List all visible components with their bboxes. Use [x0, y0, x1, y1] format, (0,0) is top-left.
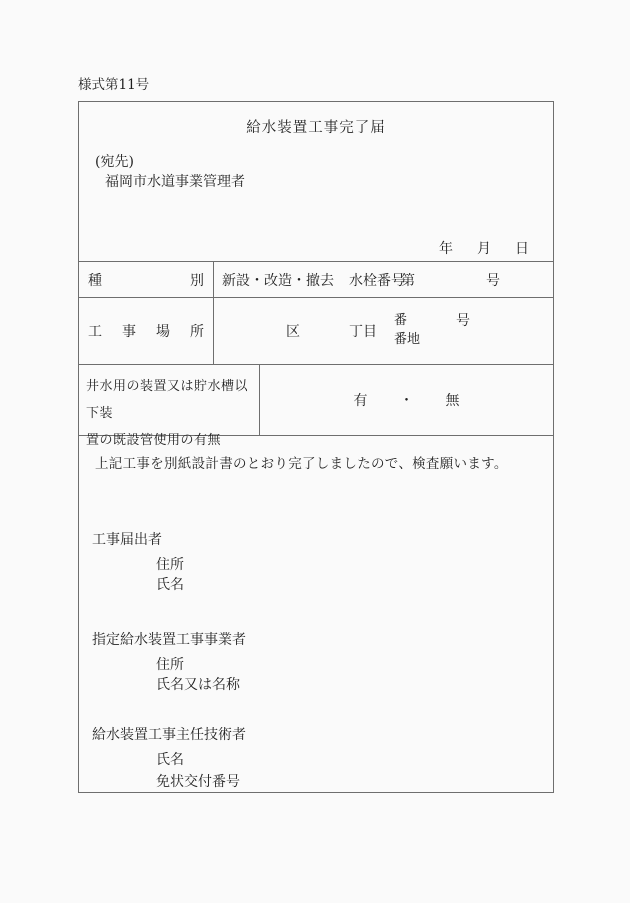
signer-field-address: 住所: [156, 657, 184, 673]
work-type-options: 新設・改造・撤去: [222, 272, 334, 289]
date-month-label: 月: [477, 241, 491, 257]
work-location-header-char: 事: [122, 324, 136, 340]
signer-field-license-number: 免状交付番号: [156, 774, 240, 790]
ban-label: 番: [394, 313, 408, 328]
availability-cell: [260, 365, 553, 435]
work-location-header-char: 工: [88, 324, 102, 340]
date-line: [439, 238, 529, 258]
well-water-header-line: 置の既設管使用の有無: [86, 433, 222, 448]
work-location-header-char: 場: [156, 324, 170, 340]
work-type-value-cell: [214, 262, 553, 297]
well-water-row: [79, 365, 553, 448]
date-day-label: 日: [515, 241, 529, 257]
tap-number-label: 水栓番号: [349, 272, 405, 289]
addressee-label: (宛先): [95, 154, 134, 170]
signer-title-notifier: 工事届出者: [92, 532, 162, 548]
availability-separator: ・: [399, 393, 414, 409]
signer-title-chief-engineer: 給水装置工事主任技術者: [92, 727, 246, 743]
work-type-header-char: 種: [88, 272, 102, 289]
work-location-header-char: 所: [190, 324, 204, 340]
form-number-label: 様式第11号: [78, 77, 150, 93]
form-border-box: [78, 101, 554, 793]
signer-field-name: 氏名: [156, 752, 184, 768]
well-water-header-line: 井水用の装置又は貯水槽以下装: [86, 379, 249, 421]
banchi-label: 番地: [394, 332, 421, 347]
go-label: 号: [456, 313, 470, 329]
availability-no: 無: [445, 393, 460, 409]
signer-title-contractor: 指定給水装置工事事業者: [92, 632, 246, 648]
signature-section: [79, 436, 553, 793]
work-location-row: [79, 298, 553, 365]
well-water-header: [79, 365, 260, 448]
work-location-value-cell: [214, 298, 553, 364]
tap-number-prefix: 第: [401, 272, 415, 289]
signer-field-address: 住所: [156, 557, 184, 573]
tap-number-suffix: 号: [486, 272, 500, 289]
work-type-header-char: 別: [190, 272, 204, 289]
ban-banchi-label: [394, 311, 420, 349]
ward-label: 区: [286, 324, 300, 340]
work-type-header: [79, 262, 214, 297]
work-type-row: [79, 262, 553, 298]
availability-yes: 有: [353, 393, 368, 409]
chome-label: 丁目: [349, 324, 377, 340]
document-title: 給水装置工事完了届: [246, 120, 386, 136]
addressee-name: 福岡市水道事業管理者: [105, 174, 245, 190]
work-location-header: [79, 298, 214, 364]
signer-field-name-or-title: 氏名又は名称: [156, 677, 240, 693]
date-year-label: 年: [439, 241, 453, 257]
signer-field-name: 氏名: [156, 577, 184, 593]
header-section: [79, 102, 553, 262]
completion-statement: 上記工事を別紙設計書のとおり完了しましたので、検査願います。: [95, 456, 508, 472]
